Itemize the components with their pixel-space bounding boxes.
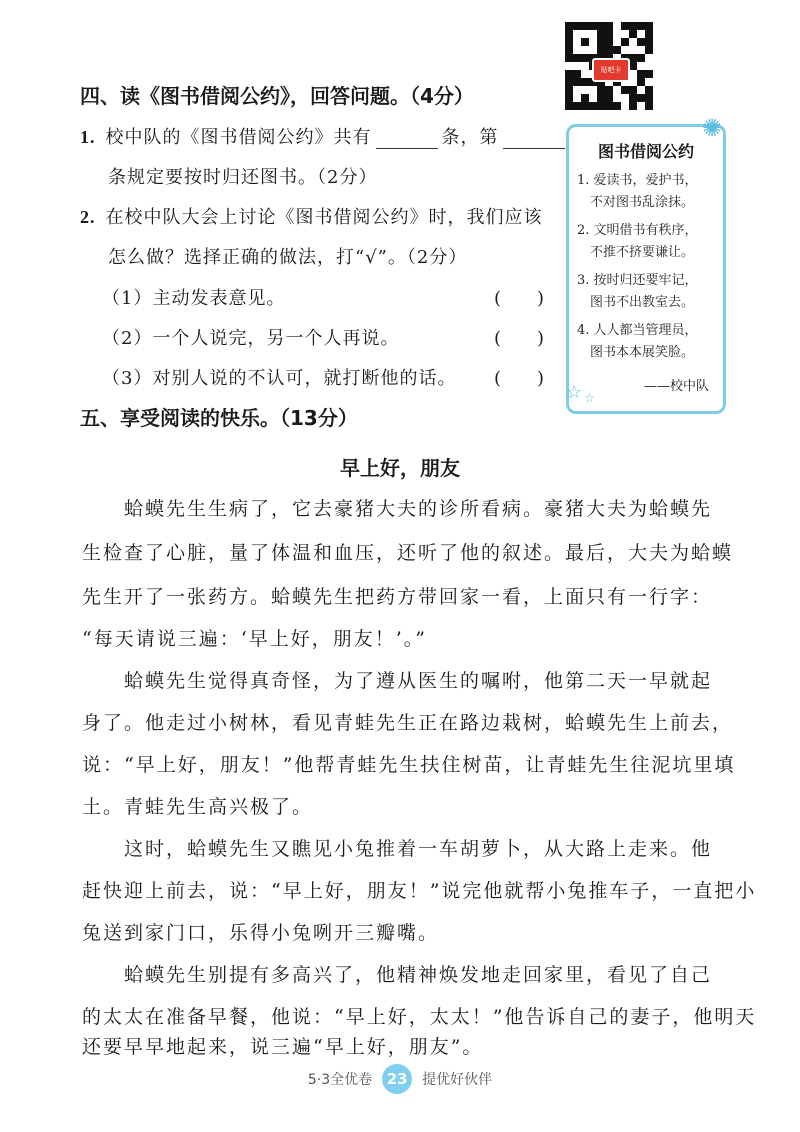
- qr-badge: 贴吧卡: [592, 58, 630, 82]
- page-footer: [0, 1064, 800, 1094]
- question-2-line-1: [80, 203, 543, 229]
- star-icon: ☆: [566, 382, 583, 403]
- story-line: 生检查了心脏，量了体温和血压，还听了他的叙述。最后，大夫为蛤蟆: [82, 542, 734, 564]
- option-2-answer[interactable]: ( ): [494, 328, 545, 349]
- convention-line: 4. 人人都当管理员，: [577, 323, 698, 338]
- option-1-answer[interactable]: ( ): [494, 288, 545, 309]
- footer-brand: 5·3全优卷: [307, 1072, 373, 1088]
- question-1-text-b: 条，第: [441, 127, 499, 148]
- section-5-title: 五、享受阅读的快乐。（13分）: [80, 406, 358, 430]
- story-line: 蛤蟆先生生病了，它去豪猪大夫的诊所看病。豪猪大夫为蛤蟆先: [82, 498, 713, 520]
- sun-icon: ✺: [702, 114, 723, 142]
- story-line: 蛤蟆先生觉得真奇怪，为了遵从医生的嘱咐，他第二天一早就起: [82, 670, 713, 692]
- convention-box: [566, 124, 726, 414]
- question-1-number: 1.: [80, 127, 96, 147]
- question-2-number: 2.: [80, 207, 96, 227]
- convention-line: 不对图书乱涂抹。: [577, 195, 695, 210]
- question-1-text-a: 校中队的《图书借阅公约》共有: [105, 127, 372, 148]
- page-number: 23: [382, 1064, 412, 1094]
- convention-line: 1. 爱读书，爱护书，: [577, 173, 698, 188]
- answer-blank-2[interactable]: [503, 130, 565, 149]
- story-line: 身了。他走过小树林，看见青蛙先生正在路边栽树，蛤蟆先生上前去，: [82, 712, 734, 734]
- convention-signature: ——校中队: [643, 379, 709, 394]
- story-line: 土。青蛙先生高兴极了。: [82, 796, 314, 818]
- story-line: 还要早早地起来，说三遍“早上好，朋友”。: [82, 1036, 484, 1058]
- section-4-title: 四、读《图书借阅公约》，回答问题。（4分）: [80, 84, 474, 108]
- question-1-line-2: 条规定要按时归还图书。（2分）: [108, 167, 378, 188]
- star-icon: ☆: [584, 391, 595, 405]
- convention-line: 图书不出教室去。: [577, 295, 695, 310]
- convention-line: 不推不挤要谦让。: [577, 245, 695, 260]
- option-3-answer[interactable]: ( ): [494, 368, 545, 389]
- question-2-line-2: 怎么做？选择正确的做法，打“√”。（2分）: [108, 247, 468, 268]
- story-line: 先生开了一张药方。蛤蟆先生把药方带回家一看，上面只有一行字：: [82, 586, 713, 608]
- story-line: 赶快迎上前去，说：“早上好，朋友！”说完他就帮小兔推车子，一直把小: [82, 880, 757, 902]
- question-2-text: 在校中队大会上讨论《图书借阅公约》时，我们应该: [105, 207, 543, 228]
- story-line: “每天请说三遍：‘早上好，朋友！’。”: [82, 628, 428, 650]
- convention-line: 3. 按时归还要牢记，: [577, 273, 698, 288]
- story-line: 兔送到家门口，乐得小兔咧开三瓣嘴。: [82, 922, 440, 944]
- option-1-text: （1）主动发表意见。: [102, 288, 286, 309]
- story-line: 这时，蛤蟆先生又瞧见小兔推着一车胡萝卜，从大路上走来。他: [82, 838, 713, 860]
- convention-line: 图书本本展笑脸。: [577, 345, 695, 360]
- option-3-text: （3）对别人说的不认可，就打断他的话。: [102, 368, 457, 389]
- story-line: 蛤蟆先生别提有多高兴了，他精神焕发地走回家里，看见了自己: [82, 964, 713, 986]
- answer-blank-1[interactable]: [376, 130, 438, 149]
- story-title: 早上好，朋友: [340, 456, 460, 480]
- story-line: 说：“早上好，朋友！”他帮青蛙先生扶住树苗，让青蛙先生往泥坑里填: [82, 754, 736, 776]
- convention-title: 图书借阅公约: [597, 142, 694, 161]
- footer-slogan: 提优好伙伴: [422, 1072, 493, 1088]
- convention-line: 2. 文明借书有秩序，: [577, 223, 698, 238]
- story-line: 的太太在准备早餐，他说：“早上好，太太！”他告诉自己的妻子，他明天: [82, 1006, 757, 1028]
- question-1-line-1: [80, 123, 569, 149]
- option-2-text: （2）一个人说完，另一个人再说。: [102, 328, 400, 349]
